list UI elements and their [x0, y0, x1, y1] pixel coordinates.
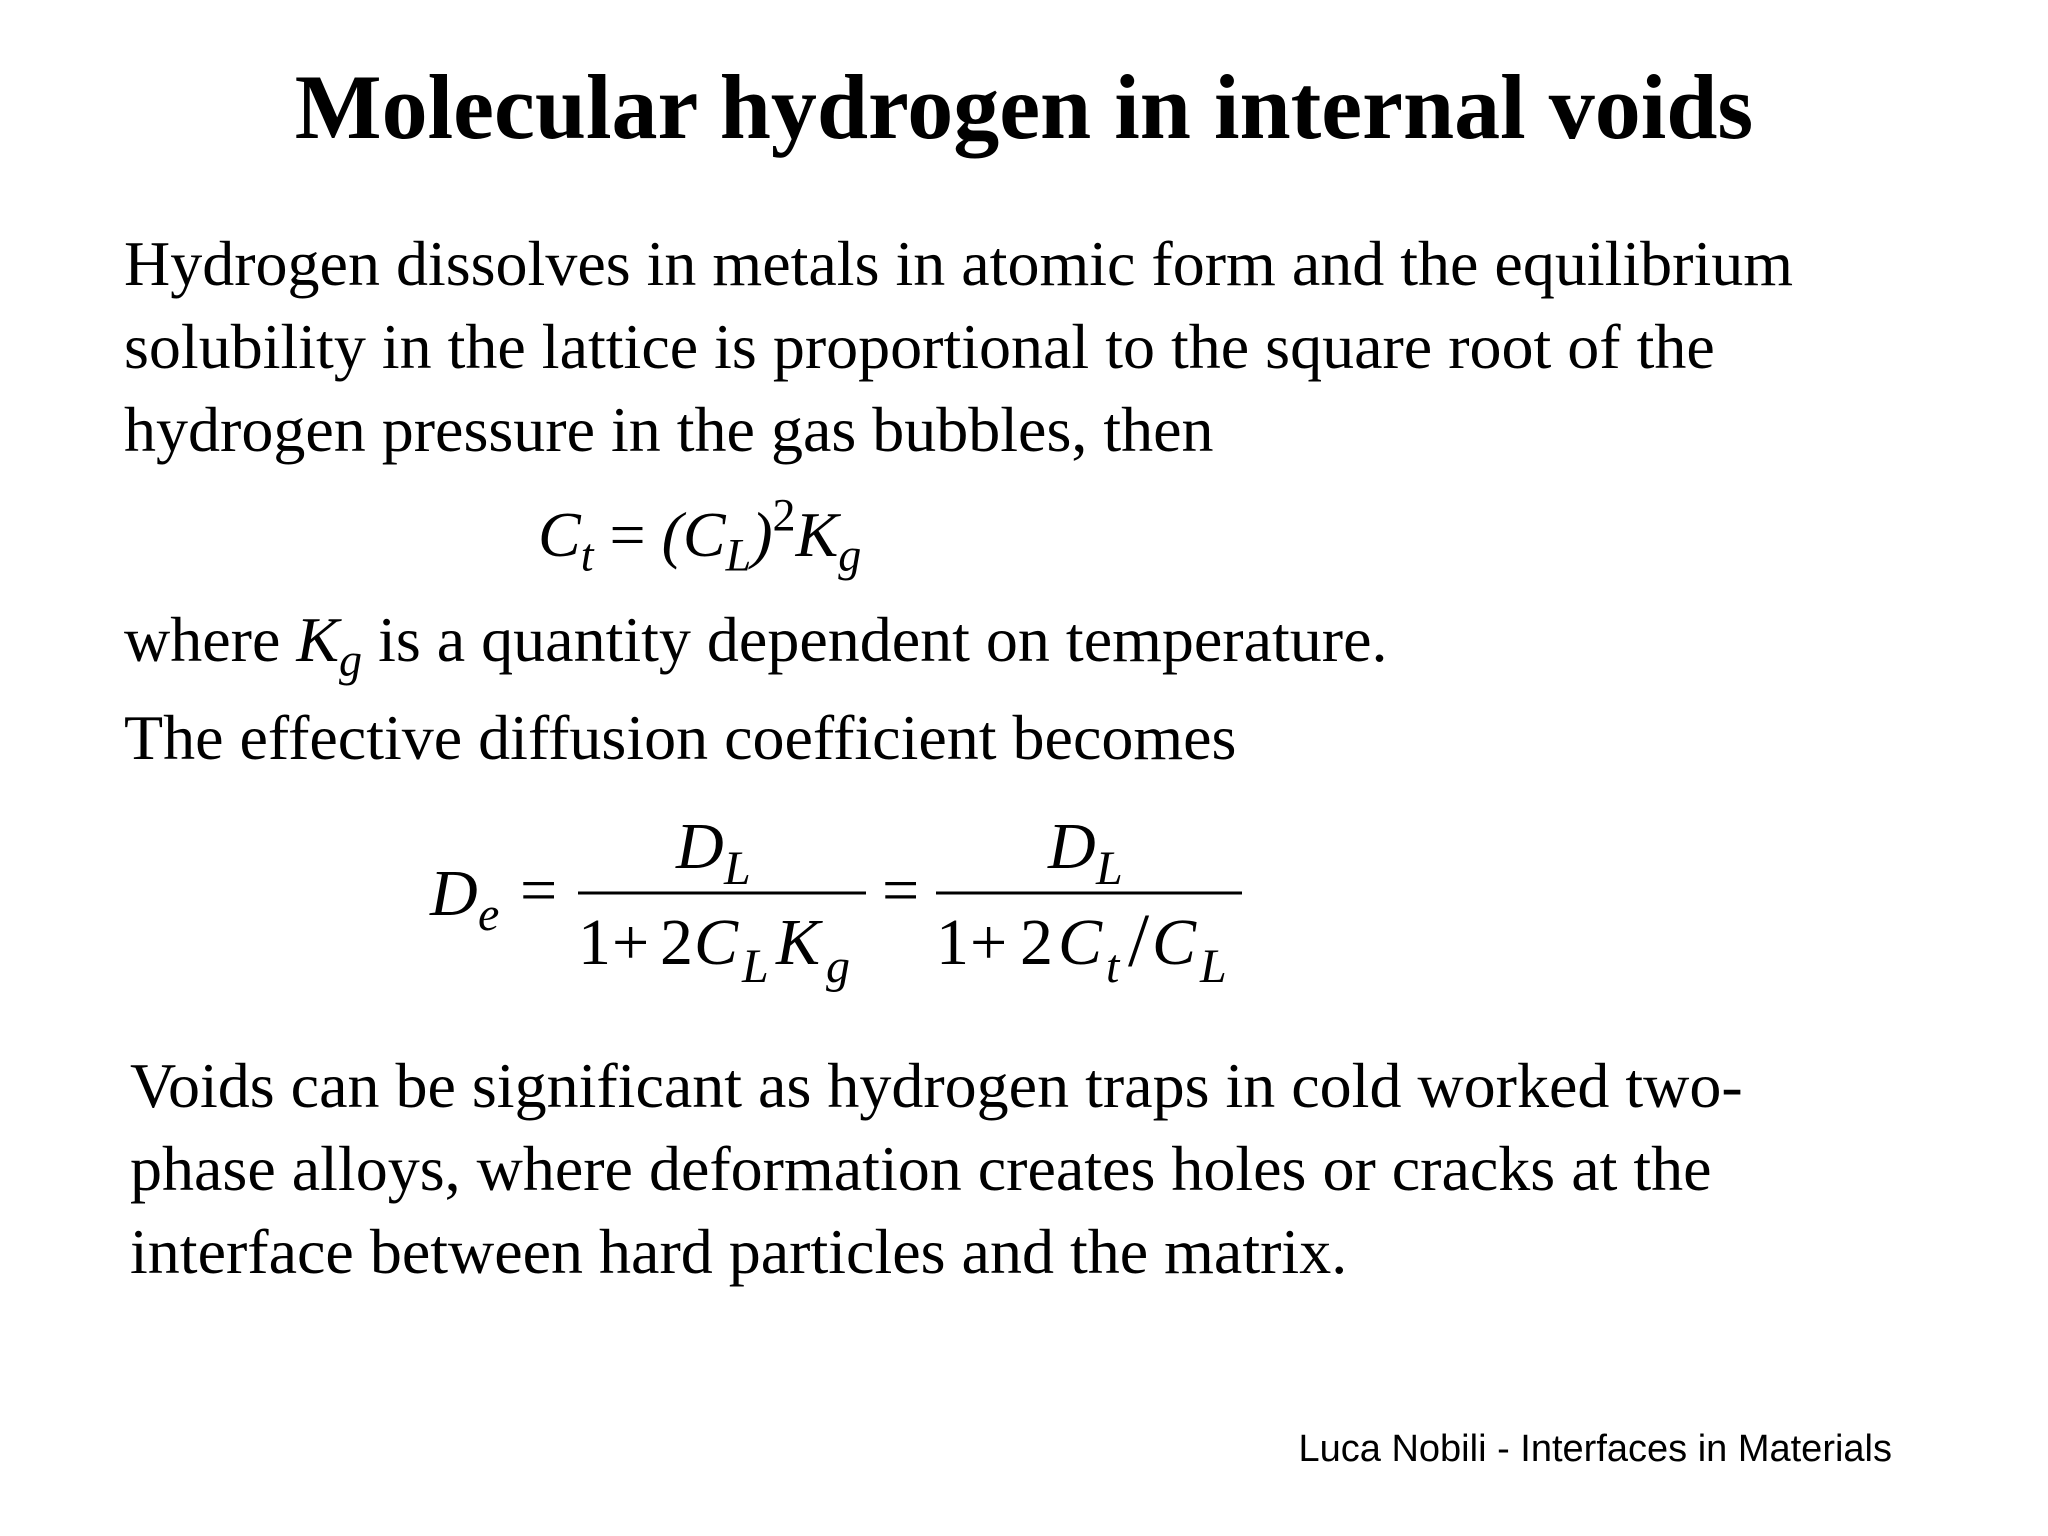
kg-sentence	[124, 598, 1388, 686]
eq1-tail: K	[795, 499, 839, 570]
eq1-tail-sub: g	[838, 529, 862, 581]
intro-line: hydrogen pressure in the gas bubbles, then	[124, 394, 1214, 465]
frac2-den-slash: /	[1128, 899, 1150, 983]
frac2-den-cl: C	[1152, 906, 1197, 979]
equilibrium-equation	[538, 489, 862, 581]
effective-sentence: The effective diffusion coefficient becomes	[124, 702, 1237, 773]
frac1-numerator: D	[676, 810, 724, 883]
intro-line: Hydrogen dissolves in metals in atomic form and the equilibrium	[124, 228, 1794, 299]
slide-footer: Luca Nobili - Interfaces in Materials	[1298, 1428, 1892, 1470]
frac2-den-plus: +	[970, 906, 1008, 979]
frac2-numerator: D	[1048, 810, 1096, 883]
frac2-den-two: 2	[1020, 906, 1053, 979]
frac1-numerator-sub: L	[724, 842, 751, 895]
frac1-den-c: C	[694, 906, 739, 979]
frac1-den-c-sub: L	[742, 940, 769, 993]
eq1-equals: =	[609, 499, 646, 570]
voids-paragraph	[130, 1044, 1743, 1293]
eq2-lhs-sub: e	[478, 888, 500, 941]
eq1-close: )	[751, 499, 773, 570]
voids-line: interface between hard particles and the matrix.	[130, 1216, 1348, 1287]
frac1-den-plus: +	[612, 906, 650, 979]
eq1-exponent: 2	[772, 489, 796, 541]
kg-after: is a quantity dependent on temperature.	[378, 604, 1388, 675]
frac1-den-k-sub: g	[826, 940, 850, 993]
voids-line: Voids can be significant as hydrogen traps in cold worked two-	[130, 1050, 1743, 1121]
eq1-lhs-sub: t	[580, 529, 594, 581]
frac1-den-k: K	[776, 906, 821, 979]
kg-symbol: K	[296, 604, 340, 675]
intro-paragraph	[124, 222, 1793, 471]
frac1-den-two: 2	[660, 906, 693, 979]
eq1-open: (C	[661, 499, 726, 570]
frac2-den-ct: C	[1058, 906, 1103, 979]
voids-line: phase alloys, where deformation creates holes or cracks at the	[130, 1133, 1712, 1204]
kg-before: where	[124, 604, 281, 675]
eq2-equals-2: =	[882, 854, 920, 927]
frac1-den-one: 1	[578, 906, 611, 979]
frac2-den-one: 1	[936, 906, 969, 979]
eq2-lhs: D	[430, 857, 478, 930]
intro-line: solubility in the lattice is proportional to the square root of the	[124, 311, 1715, 382]
kg-symbol-sub: g	[339, 634, 363, 686]
frac2-den-cl-sub: L	[1200, 940, 1227, 993]
eq1-mid-sub: L	[725, 529, 752, 581]
frac2-den-ct-sub: t	[1106, 940, 1120, 993]
frac2-numerator-sub: L	[1096, 842, 1123, 895]
eq2-equals-1: =	[520, 854, 558, 927]
slide-title: Molecular hydrogen in internal voids	[294, 56, 1754, 158]
eq1-lhs: C	[538, 499, 581, 570]
